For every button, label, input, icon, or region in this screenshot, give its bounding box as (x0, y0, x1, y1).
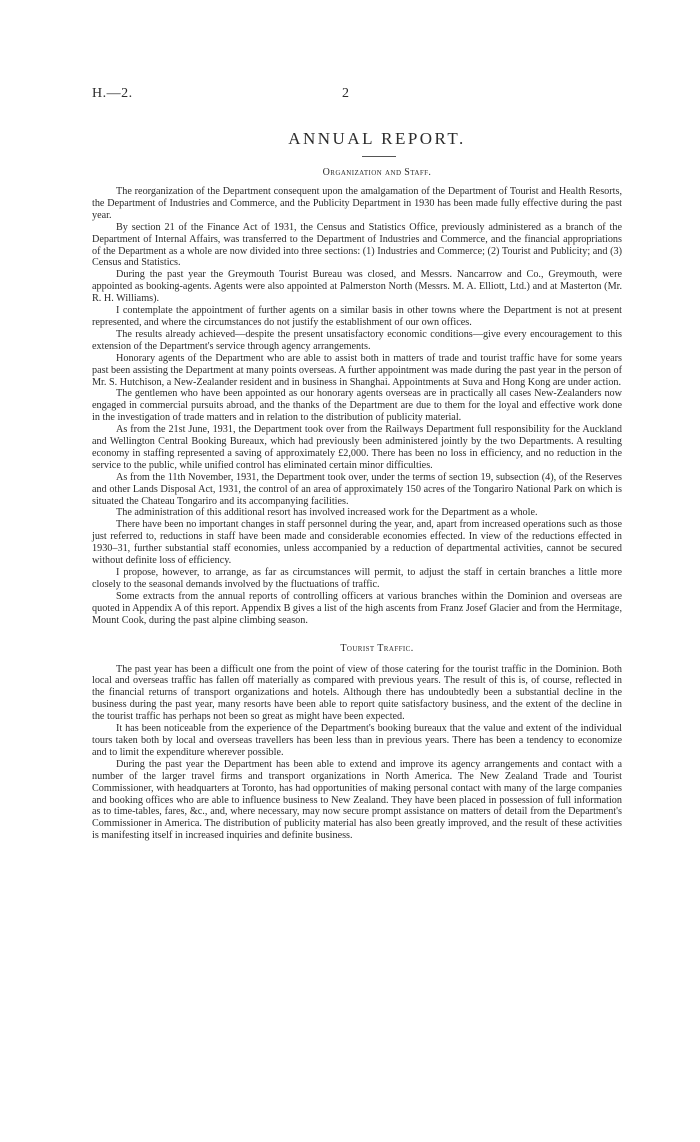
paragraph: As from the 21st June, 1931, the Department took over from the Railways Department full responsibility for the Auckland and Wellington Central Booking Bureaux, which had previously been administered jointly by the two Departments. A resulting economy in staffing represented a saving of approximately £2,000. There has been no loss in efficiency, and no reduction in the service to the public, while unified control has eliminated certain minor difficulties. (92, 424, 622, 471)
section-heading: Tourist Traffic. (340, 642, 414, 654)
paragraph: It has been noticeable from the experience of the Department's booking bureaux that the value and extent of the individual tours taken both by local and overseas travellers has been less than in previous years. There has been a tendency to economize and to limit the expenditure wherever possible. (92, 723, 622, 758)
document-code: H.—2. (92, 86, 133, 101)
paragraph: I propose, however, to arrange, as far as circumstances will permit, to adjust the staff in certain branches a little more closely to the seasonal demands involved by the fluctuations of traffic. (92, 567, 622, 590)
report-title: ANNUAL REPORT. (288, 129, 466, 148)
paragraph: The results already achieved—despite the present unsatisfactory economic conditions—give every encouragement to this extension of the Department's service through agency arrangements. (92, 328, 622, 352)
paragraph: During the past year the Department has been able to extend and improve its agency arrangements and contact with a number of the larger travel firms and transport organizations in North America. The New Zealand Trade and Tourist Commissioner, with headquarters at Toronto, has had opportunities of making personal contact with many of the large companies and booking offices who are able to influence business to New Zealand. They have been placed in possession of full information as to time-tables, fares, &c., and, where necessary, may now secure prompt assistance on matters of detail from the Department's Commissioner in America. The distribution of publicity material has also been greatly improved, and the result of these activities is manifesting itself in increased inquiries and definite business. (92, 758, 622, 842)
page-header (0, 86, 700, 106)
paragraph: As from the 11th November, 1931, the Department took over, under the terms of section 19, subsection (4), of the Reserves and other Lands Disposal Act, 1931, the control of an area of approximately 150 acres of the Tongariro National Park on which is situated the Chateau Tongariro and its accompanying facilities. (92, 471, 622, 507)
paragraph: By section 21 of the Finance Act of 1931, the Census and Statistics Office, previously administered as a branch of the Department of Internal Affairs, was transferred to the Department of Industries and Commerce, and the financial appropriations of the Department as a whole are now divided into three sections: (1) Industries and Commerce; (2) Tourist and Publicity; and (3) Census and Statistics. (92, 221, 622, 269)
paragraph: During the past year the Greymouth Tourist Bureau was closed, and Messrs. Nancarrow and Co., Greymouth, were appointed as booking-agents. Agents were also appointed at Palmerston North (Messrs. M. A. Elliott, Ltd.) and at Masterton (Mr. R. H. Williams). (92, 269, 622, 305)
title-divider (362, 156, 396, 157)
paragraph: I contemplate the appointment of further agents on a similar basis in other towns where the Department is not at present represented, and where the circumstances do not justify the establishment of our own offices. (92, 305, 622, 328)
page-body (92, 128, 622, 842)
paragraph: The gentlemen who have been appointed as our honorary agents overseas are in practically all cases New-Zealanders now engaged in commercial pursuits abroad, and the thanks of the Department are due to them for the loyal and effective work done in the investigation of trade matters and in relation to the distribution of publicity material. (92, 388, 622, 424)
paragraph: Honorary agents of the Department who are able to assist both in matters of trade and tourist traffic have for some years past been assisting the Department at many points overseas. A further appointment was made during the past year in the person of Mr. S. Hutchison, a New-Zealander resident and in business in Shanghai. Appointments at Suva and Hong Kong are under action. (92, 352, 622, 388)
paragraph: The reorganization of the Department consequent upon the amalgamation of the Department of Tourist and Health Resorts, the Department of Industries and Commerce, and the Publicity Department in 1930 has been made fully effective during the past year. (92, 186, 622, 221)
paragraph: Some extracts from the annual reports of controlling officers at various branches within the Dominion and overseas are quoted in Appendix A of this report. Appendix B gives a list of the high ascents from Franz Josef Glacier and from the Hermitage, Mount Cook, during the past alpine climbing season. (92, 590, 622, 626)
paragraph: The past year has been a difficult one from the point of view of those catering for the tourist traffic in the Dominion. Both local and overseas traffic has fallen off materially as compared with previous years. The result of this is, of course, reflected in the financial returns of transport organizations and hotels. Although there has undoubtedly been a substantial decline in the business during the past year, many resorts have been able to report quite satisfactory business, and the extent of the decline in the tourist traffic has perhaps not been so great as might have been expected. (92, 663, 622, 723)
paragraph: The administration of this additional resort has involved increased work for the Department as a whole. (116, 507, 538, 519)
paragraph: There have been no important changes in staff personnel during the year, and, apart from increased operations such as those just referred to, reductions in staff have been made and considerable economies effected. In view of the reductions effected in 1930–31, further substantial staff economies, unless accompanied by a reduction of departmental activities, cannot be secured without definite loss of efficiency. (92, 519, 622, 567)
section-heading: Organization and Staff. (322, 167, 432, 178)
page-number: 2 (342, 86, 349, 101)
